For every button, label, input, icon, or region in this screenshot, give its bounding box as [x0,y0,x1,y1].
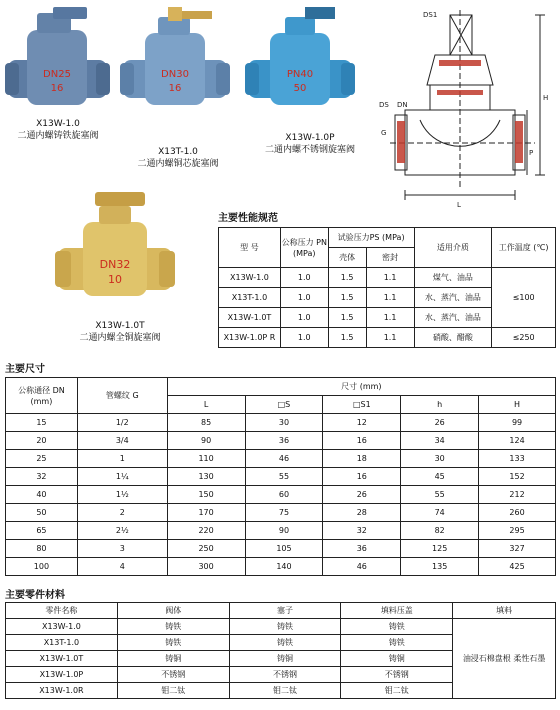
table-cell: 12 [323,414,401,432]
caption-4-model: X13W-1.0T [95,321,145,331]
table-cell: X13W-1.0R [6,683,118,699]
table-cell: X13W-1.0P [6,667,118,683]
parts-h-3: 填料压盖 [341,603,453,619]
label-ds1: DS1 [423,11,438,19]
caption-1-model: X13W-1.0 [36,119,80,129]
svg-text:DN30: DN30 [161,69,189,80]
dims-h-size: 尺寸 (mm) [167,378,555,396]
table-cell: 1/2 [77,414,167,432]
svg-text:16: 16 [50,83,64,94]
table-cell: 212 [479,486,556,504]
label-p: P [529,149,534,157]
table-cell: 34 [401,432,479,450]
caption-3-name: 二通内螺不锈钢旋塞阀 [264,145,355,155]
table-cell: X13W-1.0T [6,651,118,667]
table-cell: 铸铜 [341,651,453,667]
caption-3-model: X13W-1.0P [285,133,335,143]
dims-h-col: L [167,396,245,414]
dims-h-g: 管螺纹 G [77,378,167,414]
table-row: X13W-1.0T 1.0 1.5 1.1 水、蒸汽、油品 [219,308,556,328]
table-cell: 18 [323,450,401,468]
table-row [6,450,556,468]
svg-text:10: 10 [108,273,122,286]
table-cell: 铸铁 [341,635,453,651]
table-cell: 295 [479,522,556,540]
table-cell: 90 [167,432,245,450]
table-cell: 60 [245,486,323,504]
table-cell: 130 [167,468,245,486]
table-cell: 75 [245,504,323,522]
table-row [6,486,556,504]
table-cell: 不锈钢 [229,667,341,683]
table-cell: 4 [77,558,167,576]
table-cell: 300 [167,558,245,576]
packing-cell: 油浸石棉盘根 柔性石墨 [453,619,556,699]
caption-3 [245,132,375,156]
valve-image-3 [245,5,355,115]
table-row [6,414,556,432]
valve-1-text: DN25 [43,69,71,80]
perf-title: 主要性能规范 [218,213,278,224]
table-cell: 74 [401,504,479,522]
table-cell: 85 [167,414,245,432]
valve-image-1 [5,5,110,115]
table-cell: 3/4 [77,432,167,450]
table-cell: 不锈钢 [117,667,229,683]
caption-4 [55,320,185,344]
caption-1 [2,118,114,142]
table-cell: 36 [323,540,401,558]
perf-temp-2: ≤250 [492,328,556,348]
caption-2-model: X13T-1.0 [158,147,198,157]
svg-text:50: 50 [293,83,307,94]
table-cell: 105 [245,540,323,558]
table-cell: 32 [6,468,78,486]
table-cell: 45 [401,468,479,486]
table-cell: 16 [323,432,401,450]
table-cell: 55 [245,468,323,486]
table-cell: 铸铁 [117,635,229,651]
table-cell: 100 [6,558,78,576]
perf-h-temp: 工作温度 (℃) [492,228,556,268]
label-dn: DN [397,101,408,109]
table-cell: 55 [401,486,479,504]
perf-h-model: 型 号 [219,228,281,268]
parts-h-2: 塞子 [229,603,341,619]
table-cell: 260 [479,504,556,522]
table-cell: 3 [77,540,167,558]
table-cell: 26 [401,414,479,432]
perf-temp-1: ≤100 [492,268,556,328]
table-row: X13W-1.0P R 1.0 1.5 1.1 硝酸、醋酸 ≤250 [219,328,556,348]
table-cell: 90 [245,522,323,540]
table-cell: X13W-1.0 [6,619,118,635]
label-ds: DS [379,101,389,109]
table-cell: 1¼ [77,468,167,486]
table-cell: 40 [6,486,78,504]
table-cell: 125 [401,540,479,558]
table-cell: 170 [167,504,245,522]
table-row: X13T-1.0 1.0 1.5 1.1 水、蒸汽、油品 [219,288,556,308]
table-cell: 铸铜 [117,651,229,667]
caption-4-name: 二通内螺全铜旋塞阀 [79,333,161,343]
table-cell: 220 [167,522,245,540]
perf-h-pn: 公称压力 PN (MPa) [280,228,328,268]
table-cell: 铸铁 [117,619,229,635]
dims-h-col: □S [245,396,323,414]
table-cell: 50 [6,504,78,522]
table-row [6,558,556,576]
table-cell: 不锈钢 [341,667,453,683]
dims-h-col: h [401,396,479,414]
table-cell: 425 [479,558,556,576]
table-cell: 1½ [77,486,167,504]
perf-h-seal: 密封 [366,248,414,268]
table-cell: 46 [245,450,323,468]
table-row [6,468,556,486]
perf-table [218,227,556,348]
caption-1-name: 二通内螺铸铁旋塞阀 [17,131,99,141]
caption-2 [118,146,238,170]
table-cell: 30 [401,450,479,468]
table-cell: 30 [245,414,323,432]
dims-table [5,377,556,576]
perf-h-ps: 试验压力PS (MPa) [328,228,414,248]
svg-text:DN32: DN32 [99,258,131,271]
table-cell: 135 [401,558,479,576]
table-cell: 2 [77,504,167,522]
table-cell: 16 [323,468,401,486]
table-row [6,522,556,540]
table-cell: 钼二钛 [341,683,453,699]
label-h: H [543,94,549,102]
table-row [6,504,556,522]
parts-h-4: 填料 [453,603,556,619]
table-cell: 82 [401,522,479,540]
table-cell: 钼二钛 [229,683,341,699]
table-row [6,432,556,450]
table-row: X13W-1.0 1.0 1.5 1.1 煤气、油品 ≤100 [219,268,556,288]
perf-h-shell: 壳体 [328,248,366,268]
dims-title: 主要尺寸 [5,364,45,375]
table-row [6,619,556,635]
table-cell: 36 [245,432,323,450]
svg-text:PN40: PN40 [286,69,314,80]
table-cell: 钼二钛 [117,683,229,699]
table-cell: 124 [479,432,556,450]
table-cell: 150 [167,486,245,504]
table-cell: 铸铁 [229,619,341,635]
table-cell: 20 [6,432,78,450]
table-cell: 32 [323,522,401,540]
caption-2-name: 二通内螺铜芯旋塞阀 [137,159,219,169]
table-cell: 140 [245,558,323,576]
valve-image-2 [120,5,230,115]
table-cell: 327 [479,540,556,558]
parts-h-0: 零件名称 [6,603,118,619]
table-cell: 65 [6,522,78,540]
technical-drawing [375,5,555,215]
parts-title: 主要零件材料 [5,590,65,601]
table-row [6,540,556,558]
label-l: L [457,201,461,209]
table-cell: 26 [323,486,401,504]
valve-image-4 [55,188,175,306]
table-cell: 28 [323,504,401,522]
table-cell: 80 [6,540,78,558]
table-cell: 25 [6,450,78,468]
dims-h-dn: 公称通径 DN (mm) [6,378,78,414]
parts-h-1: 阀体 [117,603,229,619]
table-cell: 15 [6,414,78,432]
table-cell: 110 [167,450,245,468]
label-g: G [381,129,387,137]
dims-h-col: □S1 [323,396,401,414]
table-cell: 铸铁 [341,619,453,635]
dims-h-col: H [479,396,556,414]
table-cell: 1 [77,450,167,468]
table-cell: 152 [479,468,556,486]
table-cell: 铸铁 [229,635,341,651]
table-cell: 99 [479,414,556,432]
table-cell: X13T-1.0 [6,635,118,651]
table-cell: 46 [323,558,401,576]
parts-table [5,602,556,699]
table-cell: 250 [167,540,245,558]
perf-h-medium: 适用介质 [414,228,492,268]
table-cell: 铸铜 [229,651,341,667]
table-cell: 2½ [77,522,167,540]
svg-text:16: 16 [168,83,182,94]
table-cell: 133 [479,450,556,468]
